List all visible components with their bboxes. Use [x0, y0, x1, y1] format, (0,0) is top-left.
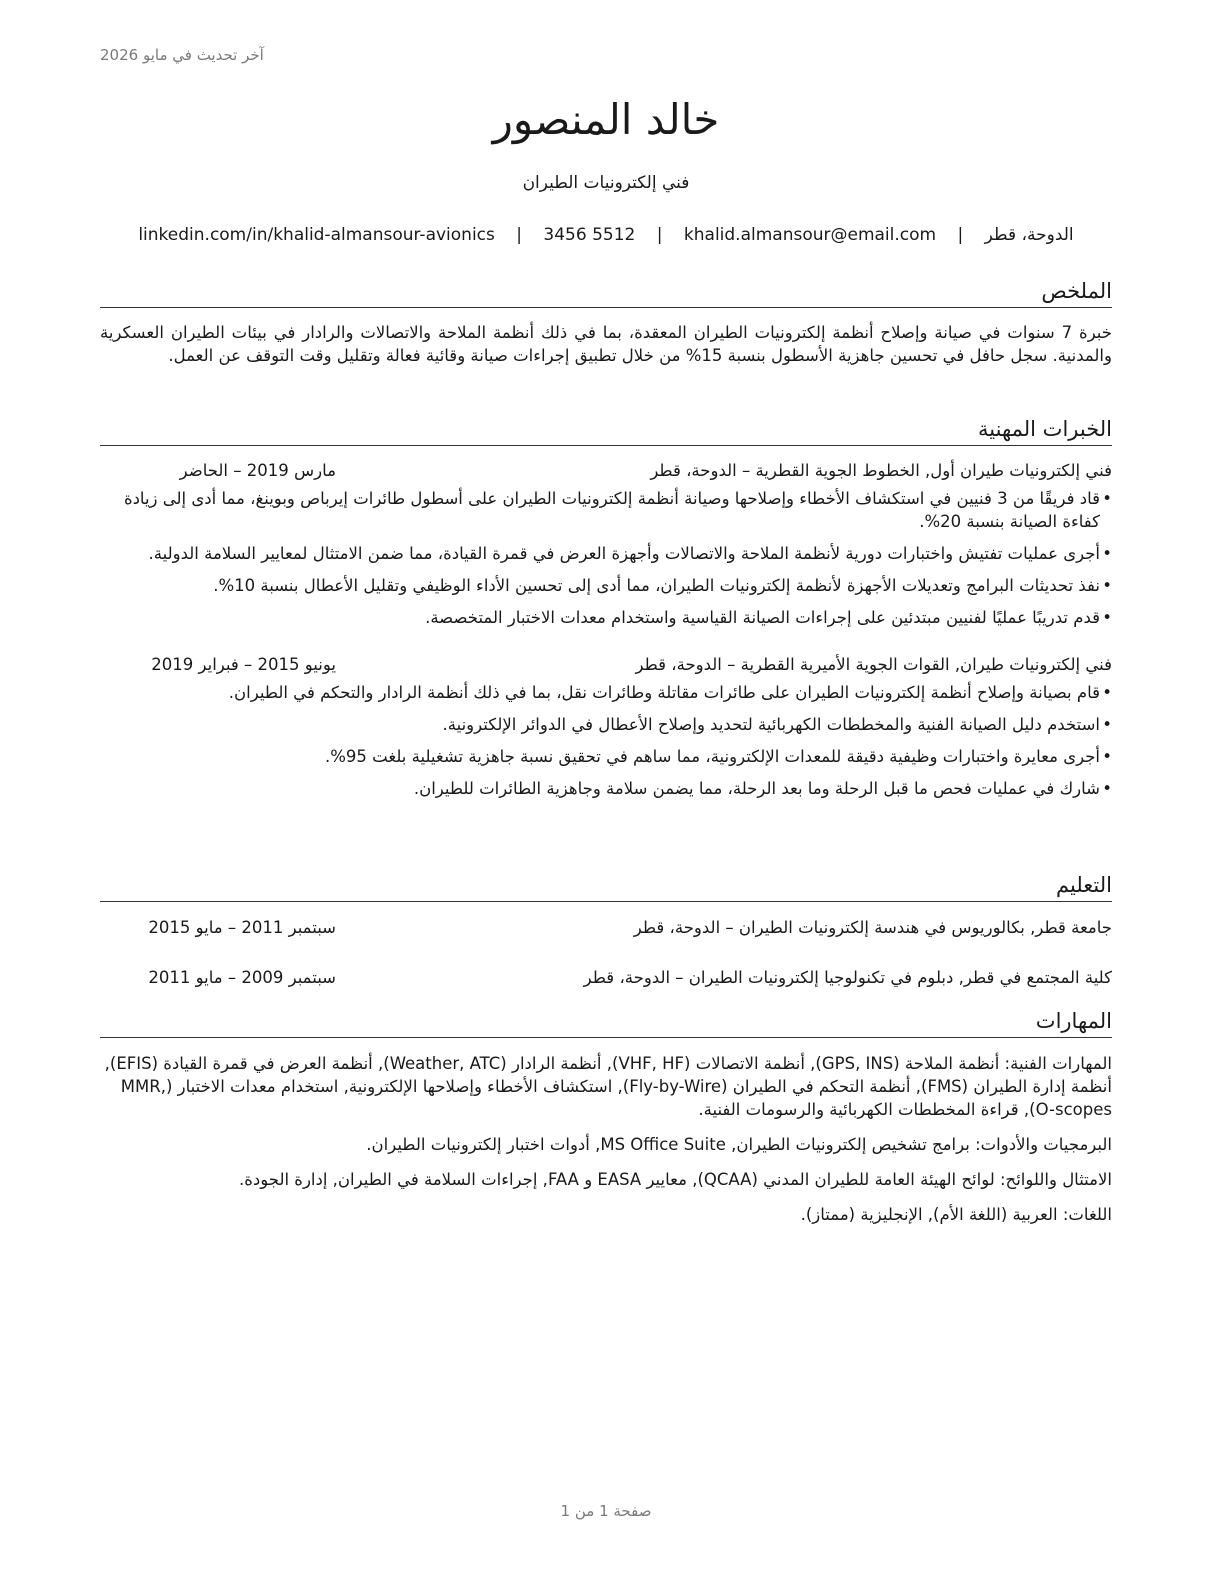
- contact-line: [100, 222, 1112, 248]
- job-role: فني إلكترونيات طيران, القوات الجوية الأميرية القطرية – الدوحة، قطر: [635, 655, 1112, 674]
- summary-heading: الملخص: [100, 276, 1112, 308]
- experience-section: [100, 414, 1112, 809]
- skill-line: الامتثال واللوائح: لوائح الهيئة العامة للطيران المدني (QCAA), معايير EASA و FAA, إجراءات السلامة في الطيران, إدارة الجودة.: [239, 1170, 1112, 1189]
- education-item: [100, 966, 1112, 990]
- summary-section: [100, 276, 1112, 367]
- education-item: [100, 916, 1112, 940]
- education-dates: سبتمبر 2011 – مايو 2015: [148, 918, 336, 937]
- job-bullet: • شارك في عمليات فحص ما قبل الرحلة وما بعد الرحلة، مما يضمن سلامة وجاهزية الطائرات للطيران.: [100, 777, 1112, 800]
- last-updated: آخر تحديث في مايو 2026: [100, 46, 264, 64]
- job-bullet: • نفذ تحديثات البرامج وتعديلات الأجهزة لأنظمة إلكترونيات الطيران، مما أدى إلى تحسين الأداء الوظيفي وتقليل الأعطال بنسبة 10%.: [100, 574, 1112, 597]
- resume-page: [100, 0, 1112, 1584]
- education-entry: كلية المجتمع في قطر, دبلوم في تكنولوجيا إلكترونيات الطيران – الدوحة، قطر: [583, 968, 1112, 987]
- contact-separator: |: [656, 225, 663, 245]
- job-dates: يونيو 2015 – فبراير 2019: [151, 655, 336, 674]
- education-heading: التعليم: [100, 870, 1112, 902]
- job-bullet: • قاد فريقًا من 3 فنيين في استكشاف الأخطاء وإصلاحها وصيانة أنظمة إلكترونيات الطيران على أسطول طائرات إيرباص وبوينغ، مما أدى إلى زيادة كفاءة الصيانة بنسبة 20%.: [100, 487, 1112, 533]
- job-bullet: • أجرى عمليات تفتيش واختبارات دورية لأنظمة الملاحة والاتصالات وأجهزة العرض في قمرة القيادة، مما ضمن الامتثال لمعايير السلامة الدولية.: [100, 542, 1112, 565]
- contact-location: الدوحة، قطر: [984, 225, 1074, 245]
- job-bullet: • قام بصيانة وإصلاح أنظمة إلكترونيات الطيران على طائرات مقاتلة وطائرات نقل، بما في ذلك أنظمة الرادار والتحكم في الطيران.: [100, 681, 1112, 704]
- job-dates: مارس 2019 – الحاضر: [179, 461, 336, 480]
- experience-heading: الخبرات المهنية: [100, 414, 1112, 446]
- education-section: [100, 870, 1112, 990]
- job-bullets: [100, 487, 1112, 629]
- summary-text: خبرة 7 سنوات في صيانة وإصلاح أنظمة إلكترونيات الطيران المعقدة، بما في ذلك أنظمة الملاحة والاتصالات والرادار في بيئات الطيران العسكرية والمدنية. سجل حافل في تحسين جاهزية الأسطول بنسبة 15% من خلال تطبيق إجراءات صيانة وقائية فعالة وتقليل وقت التوقف عن العمل.: [100, 323, 1112, 365]
- job-bullet: • استخدم دليل الصيانة الفنية والمخططات الكهربائية لتحديد وإصلاح الأعطال في الدوائر الإلكترونية.: [100, 713, 1112, 736]
- education-entry: جامعة قطر, بكالوريوس في هندسة إلكترونيات الطيران – الدوحة، قطر: [633, 918, 1112, 937]
- job-bullet: • قدم تدريبًا عمليًا لفنيين مبتدئين على إجراءات الصيانة القياسية واستخدام معدات الاختبار المتخصصة.: [100, 606, 1112, 629]
- skill-line: البرمجيات والأدوات: برامج تشخيص إلكترونيات الطيران, MS Office Suite, أدوات اختبار إلكترونيات الطيران.: [366, 1135, 1112, 1154]
- job-role: فني إلكترونيات طيران أول, الخطوط الجوية القطرية – الدوحة، قطر: [650, 461, 1112, 480]
- skills-heading: المهارات: [100, 1006, 1112, 1038]
- contact-separator: |: [516, 225, 523, 245]
- skill-line: المهارات الفنية: أنظمة الملاحة (GPS, INS), أنظمة الاتصالات (VHF, HF), أنظمة الرادار (Weather, ATC), أنظمة العرض في قمرة القيادة (EFIS), أنظمة إدارة الطيران (FMS), أنظمة التحكم في الطيران (Fly-by-Wire), استكشاف الأخطاء وإصلاحها الإلكترونية, استخدام معدات الاختبار (MMR, O-scopes), قراءة المخططات الكهربائية والرسومات الفنية.: [104, 1054, 1112, 1119]
- contact-linkedin[interactable]: linkedin.com/in/khalid-almansour-avionics: [138, 225, 495, 245]
- job-bullet: • أجرى معايرة واختبارات وظيفية دقيقة للمعدات الإلكترونية، مما ساهم في تحقيق نسبة جاهزية تشغيلية بلغت 95%.: [100, 745, 1112, 768]
- skill-line: اللغات: العربية (اللغة الأم), الإنجليزية (ممتاز).: [800, 1205, 1112, 1224]
- page-number: صفحة 1 من 1: [560, 1502, 652, 1520]
- candidate-name: خالد المنصور: [492, 95, 720, 144]
- skills-section: [100, 1006, 1112, 1238]
- job-bullets: [100, 681, 1112, 800]
- job-header: [100, 653, 1112, 677]
- job-header: [100, 459, 1112, 483]
- contact-separator: |: [957, 225, 964, 245]
- job-title: فني إلكترونيات الطيران: [522, 173, 690, 193]
- contact-email[interactable]: khalid.almansour@email.com: [683, 225, 937, 245]
- education-dates: سبتمبر 2009 – مايو 2011: [148, 968, 336, 987]
- contact-phone[interactable]: 3456 5512: [543, 225, 636, 245]
